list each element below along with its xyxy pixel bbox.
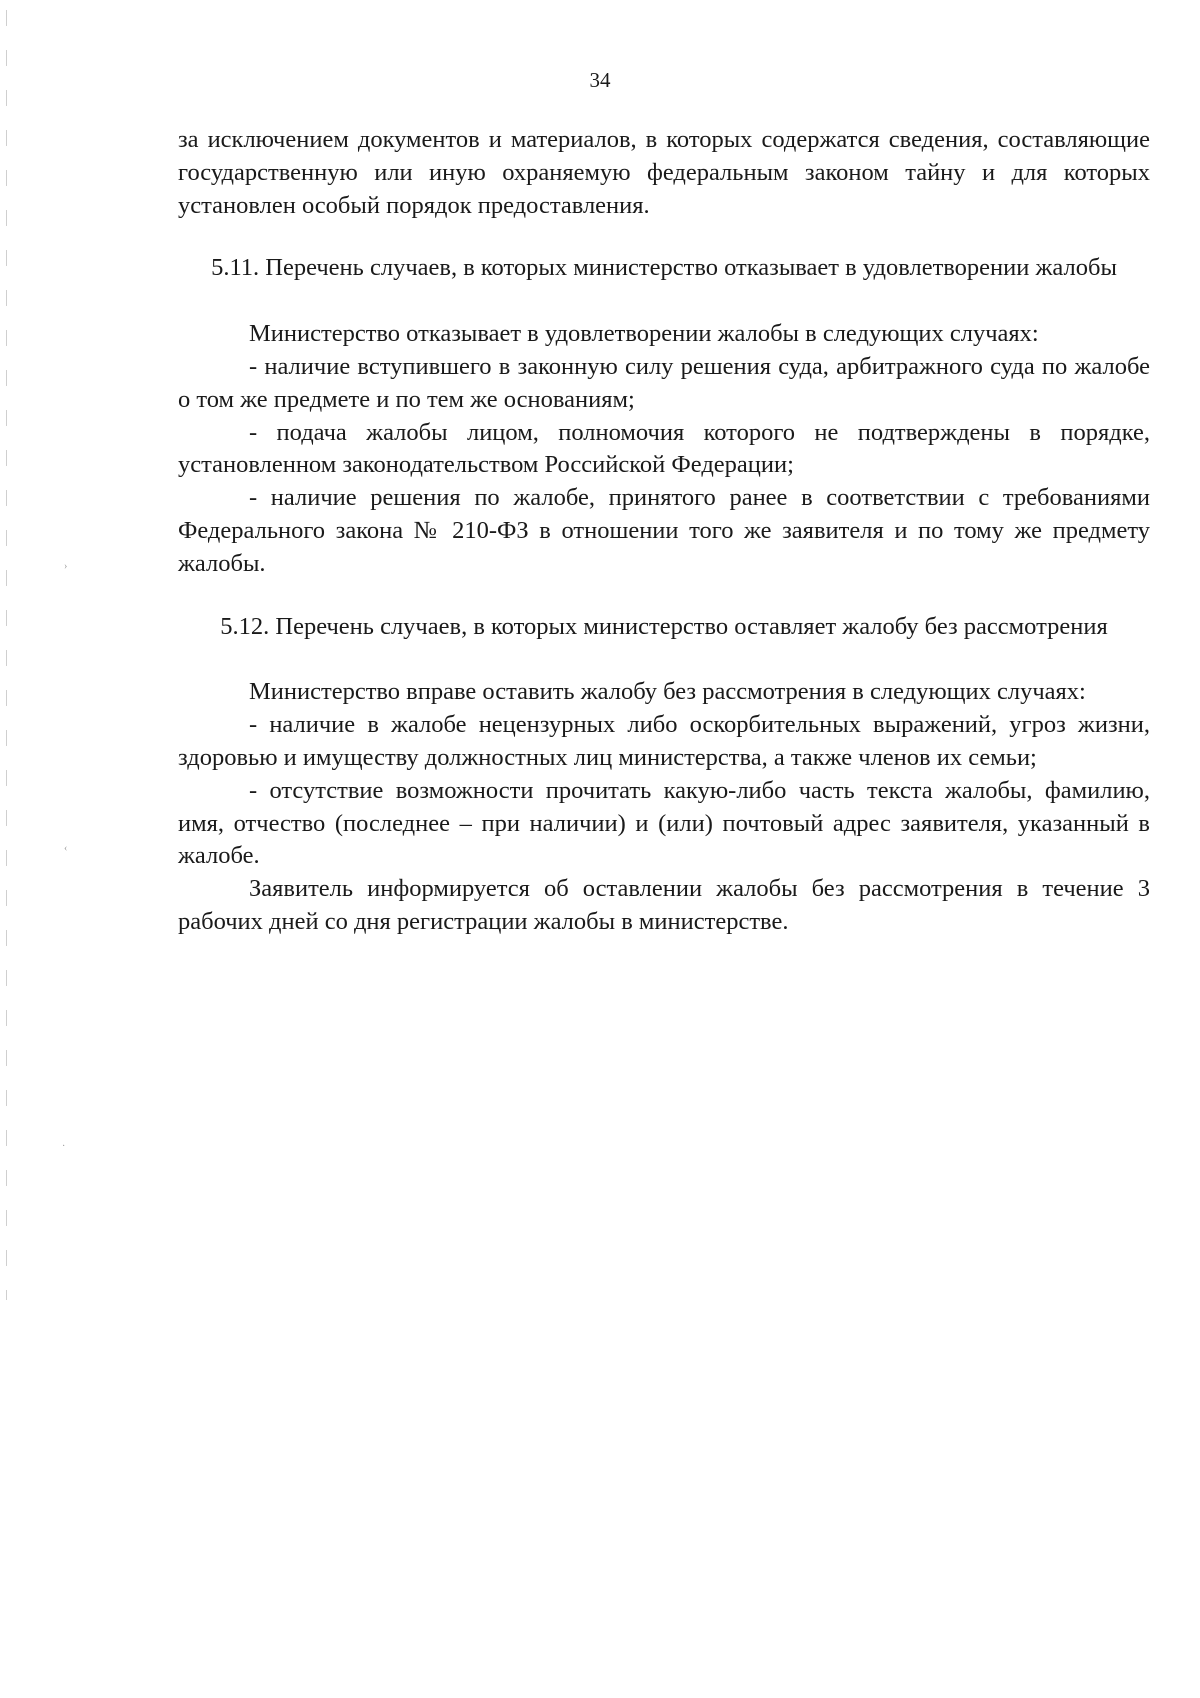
section-5-11-item: - подача жалобы лицом, полномочия которого не подтверждены в порядке, установленном законодательством Российской Федерации; (178, 418, 1150, 479)
scan-edge-artifact (6, 10, 7, 1300)
scan-speck: › (64, 561, 68, 572)
continuation-paragraph: за исключением документов и материалов, в которых содержатся сведения, составляющие государственную или иную охраняемую федеральным законом тайну и для которых установлен особый порядок предоставления. (178, 126, 1150, 219)
section-heading-5-12: 5.12. Перечень случаев, в которых министерство оставляет жалобу без рассмотрения (220, 612, 1108, 640)
page-number: 34 (589, 68, 611, 92)
section-heading-5-11: 5.11. Перечень случаев, в которых министерство отказывает в удовлетворении жалобы (211, 254, 1117, 282)
section-5-12-closing: Заявитель информируется об оставлении жалобы без рассмотрения в течение 3 рабочих дней со дня регистрации жалобы в министерстве. (178, 875, 1150, 935)
section-5-11-intro: Министерство отказывает в удовлетворении жалобы в следующих случаях: (249, 320, 1039, 348)
section-5-12-item: - отсутствие возможности прочитать какую-либо часть текста жалобы, фамилию, имя, отчество (последнее – при наличии) и (или) почтовый адрес заявителя, указанный в жалобе. (178, 776, 1150, 870)
document-body (178, 124, 1150, 939)
scan-speck: · (62, 1141, 66, 1152)
section-5-12-intro: Министерство вправе оставить жалобу без рассмотрения в следующих случаях: (249, 678, 1086, 706)
scan-speck: ‹ (64, 843, 68, 854)
section-5-12-item: - наличие в жалобе нецензурных либо оскорбительных выражений, угроз жизни, здоровью и имуществу должностных лиц министерства, а также членов их семьи; (178, 711, 1150, 771)
section-5-11-item: - наличие решения по жалобе, принятого ранее в соответствии с требованиями Федерального закона № 210-ФЗ в отношении того же заявителя и по тому же предмету жалобы. (178, 484, 1150, 577)
section-5-11-item: - наличие вступившего в законную силу решения суда, арбитражного суда по жалобе о том же предмете и по тем же основаниям; (178, 352, 1150, 413)
